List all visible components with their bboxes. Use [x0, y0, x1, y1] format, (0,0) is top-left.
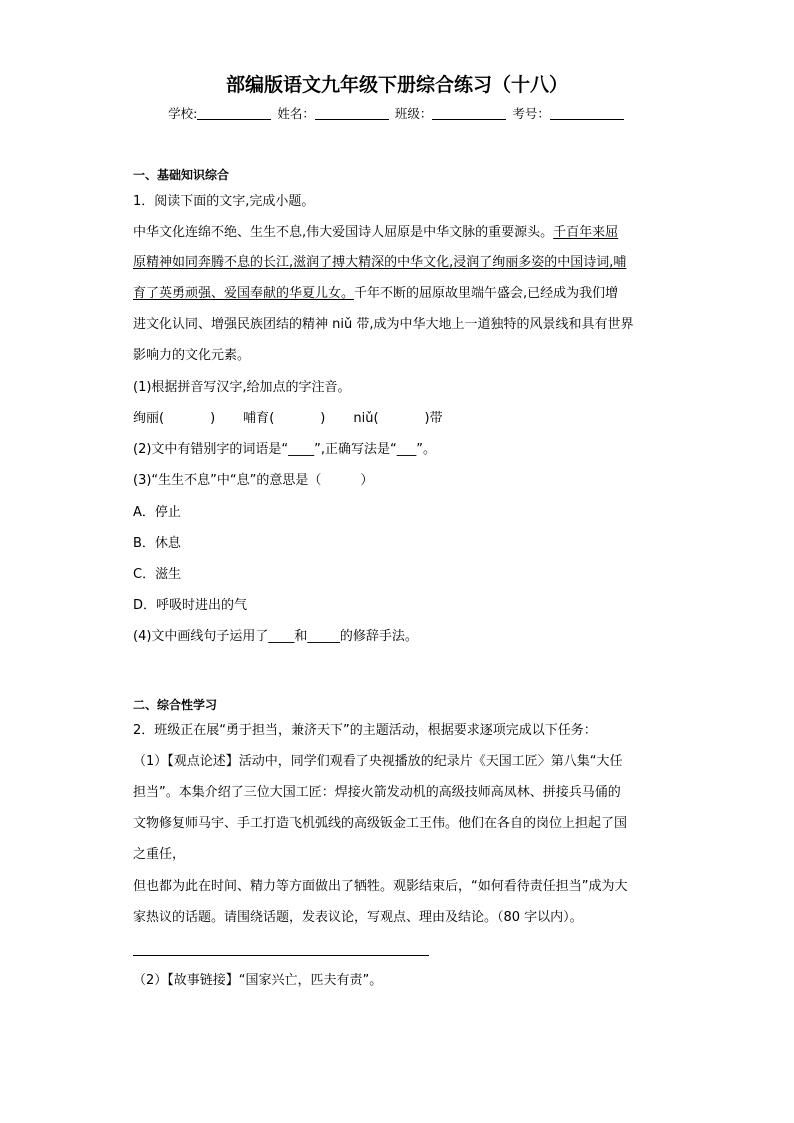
word-a: 绚丽 [133, 411, 160, 426]
option-b[interactable]: B．休息 [133, 536, 181, 551]
option-a[interactable]: A．停止 [133, 505, 181, 520]
option-c[interactable]: C．滋生 [133, 567, 182, 582]
number-blank[interactable] [550, 106, 624, 120]
passage-text: 中华文化连绵不绝、生生不息,伟大爱国诗人屈原是中华文脉的重要源头。 [133, 225, 554, 240]
sub-question-3: (3)“生生不息”中“息”的意思是（ ） [133, 473, 374, 488]
task-1-line-3: 文物修复师马宇、手工打造飞机弧线的高级钣金工王伟。他们在各自的岗位上担起了国 [133, 816, 628, 831]
sub-question-1: (1)根据拼音写汉字,给加点的字注音。 [133, 380, 351, 395]
student-info-row [0, 104, 794, 122]
passage-line-4: 进文化认同、增强民族团结的精神 niǔ 带,成为中华大地上一道独特的风景线和具有世界 [133, 317, 634, 332]
section-heading-1: 一、基础知识综合 [133, 168, 230, 182]
option-d[interactable]: D．呼吸时进出的气 [133, 598, 248, 613]
pinyin-row: 绚丽( ) 哺育( ) niǔ( )带 [133, 411, 443, 426]
task-1-line-6: 家热议的话题。请围绕话题，发表议论，写观点、理由及结论。（80 字以内）。 [133, 910, 583, 925]
number-label: 考号： [512, 106, 550, 121]
underlined-sentence: 育了英勇顽强、爱国奉献的华夏儿女。 [133, 286, 355, 301]
task-1-line-5: 但也都为此在时间、精力等方面做出了牺牲。观影结束后，“如何看待责任担当”成为大 [133, 879, 628, 894]
task-2-line: （2）【故事链接】“国家兴亡，匹夫有责”。 [133, 973, 383, 988]
sub-question-2: (2)文中有错别字的词语是“____”,正确写法是“___”。 [133, 442, 436, 457]
task-1-line-4: 之重任， [133, 847, 186, 862]
name-blank[interactable] [315, 106, 389, 120]
sub-question-4: (4)文中画线句子运用了____和_____的修辞手法。 [133, 629, 418, 644]
passage-text: 千年不断的屈原故里端午盛会,已经成为我们增 [354, 286, 619, 301]
passage-line-3 [133, 285, 618, 303]
answer-line[interactable] [133, 955, 429, 956]
passage-line-1 [133, 224, 618, 242]
passage-line-2: 原精神如同奔腾不息的长江,滋润了搏大精深的中华文化,浸润了绚丽多姿的中国诗词,哺 [133, 255, 627, 270]
school-blank[interactable] [197, 106, 271, 120]
passage-line-5: 影响力的文化元素。 [133, 348, 251, 363]
underlined-sentence: 千百年来屈 [553, 225, 619, 240]
name-label: 姓名： [277, 106, 315, 121]
question-2-stem: 2．班级正在展“勇于担当，兼济天下”的主题活动，根据要求逐项完成以下任务： [133, 723, 597, 738]
section-heading-2: 二、综合性学习 [133, 698, 218, 712]
school-label: 学校: [168, 106, 198, 121]
question-1-stem: 1．阅读下面的文字,完成小题。 [133, 194, 315, 209]
class-blank[interactable] [432, 106, 506, 120]
word-c: niǔ [353, 411, 374, 426]
task-1-line-2: 担当”。本集介绍了三位大国工匠：焊接火箭发动机的高级技师高凤林、拼接兵马俑的 [133, 785, 621, 800]
class-label: 班级： [394, 106, 433, 121]
page-title: 部编版语文九年级下册综合练习（十八） [225, 74, 568, 96]
word-b: 哺育 [243, 411, 270, 426]
task-1-line-1: （1）【观点论述】活动中，同学们观看了央视播放的纪录片《天国工匠〉第八集“大任 [133, 754, 623, 769]
